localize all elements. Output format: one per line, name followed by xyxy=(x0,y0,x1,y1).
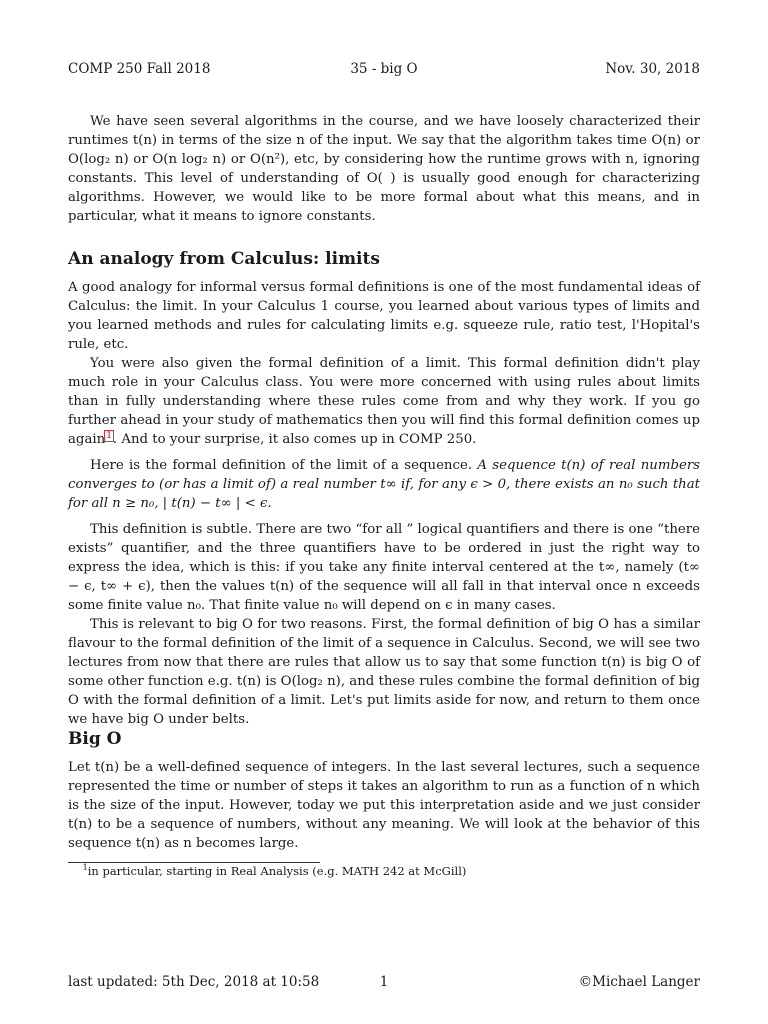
limits-paragraph-1: A good analogy for informal versus formal definitions is one of the most fundamental ideas of Calculus: the limit. In your Calculus 1 course, you learned about various types of limits and you learned methods and rules for calculating limits e.g. squeeze rule, ratio test, l'Hopital's rule, etc. xyxy=(68,280,700,352)
page-header xyxy=(68,60,700,79)
footnote-divider xyxy=(68,862,320,863)
footnote-reference-link[interactable]: 1 xyxy=(106,430,112,441)
intro-paragraph-block xyxy=(68,112,700,226)
limits-paragraph-2-tail: . And to your surprise, it also comes up in COMP 250. xyxy=(112,432,477,447)
footnote-mark: 1 xyxy=(82,863,88,873)
limits-section-body xyxy=(68,278,700,729)
header-date: Nov. 30, 2018 xyxy=(605,61,700,77)
document-page xyxy=(68,0,700,1024)
course-label: COMP 250 Fall 2018 xyxy=(68,61,211,77)
author-credit: ©Michael Langer xyxy=(578,974,700,990)
limit-definition-paragraph xyxy=(68,456,700,513)
page-number: 1 xyxy=(379,974,389,990)
relevance-paragraph: This is relevant to big O for two reasons. First, the formal definition of big O has a similar flavour to the formal definition of the limit of a sequence in Calculus. Second, we will see two lectures from now that there are rules that allow us to say that some function t(n) is big O of some other function e.g. t(n) is O(log₂ n), and these rules combine the formal definition of big O with the formal definition of a limit. Let's put limits aside for now, and return to them once we have big O under belts. xyxy=(68,617,700,727)
section-heading-limits: An analogy from Calculus: limits xyxy=(68,249,380,269)
lecture-title: 35 - big O xyxy=(350,61,418,77)
big-o-section-body xyxy=(68,758,700,853)
limit-definition-lead: Here is the formal definition of the limit of a sequence. xyxy=(90,458,473,473)
footnote-text: in particular, starting in Real Analysis (e.g. MATH 242 at McGill) xyxy=(87,864,467,878)
limits-paragraph-2 xyxy=(68,354,700,449)
big-o-paragraph-1: Let t(n) be a well-defined sequence of integers. In the last several lectures, such a sequence represented the time or number of steps it takes an algorithm to run as a function of n which is the size of the input. However, today we put this interpretation aside and we just consider t(n) to be a sequence of numbers, without any meaning. We will look at the behavior of this sequence t(n) as n becomes large. xyxy=(68,760,700,851)
limits-paragraph-2-text: You were also given the formal definition of a limit. This formal definition didn't play much role in your Calculus class. You were more concerned with using rules about limits than in fully understanding where these rules come from and why they work. If you go further ahead in your study of mathematics then you will find this formal definition comes up again xyxy=(68,356,700,447)
section-heading-big-o: Big O xyxy=(68,729,122,749)
quantifier-paragraph: This definition is subtle. There are two “for all ” logical quantifiers and there is one “there exists” quantifier, and the three quantifiers have to be ordered in just the right way to express the idea, which is this: if you take any finite interval centered at the t∞, namely (t∞ − ϵ, t∞ + ϵ), then the values t(n) of the sequence will all fall in that interval once n exceeds some finite value n₀. That finite value n₀ will depend on ϵ in many cases. xyxy=(68,522,700,613)
limit-definition-statement: A sequence t(n) of real numbers converges to (or has a limit of) a real number t∞ if, for any ϵ > 0, there exists an n₀ such that for all n ≥ n₀, | t(n) − t∞ | < ϵ. xyxy=(68,458,700,511)
last-updated-label: last updated: 5th Dec, 2018 at 10:58 xyxy=(68,974,320,990)
intro-paragraph: We have seen several algorithms in the course, and we have loosely characterized their runtimes t(n) in terms of the size n of the input. We say that the algorithm takes time O(n) or O(log₂ n) or O(n log₂ n) or O(n²), etc, by considering how the runtime grows with n, ignoring constants. This level of understanding of O( ) is usually good enough for characterizing algorithms. However, we would like to be more formal about what this means, and in particular, what it means to ignore constants. xyxy=(68,114,700,224)
footnote xyxy=(68,864,700,879)
